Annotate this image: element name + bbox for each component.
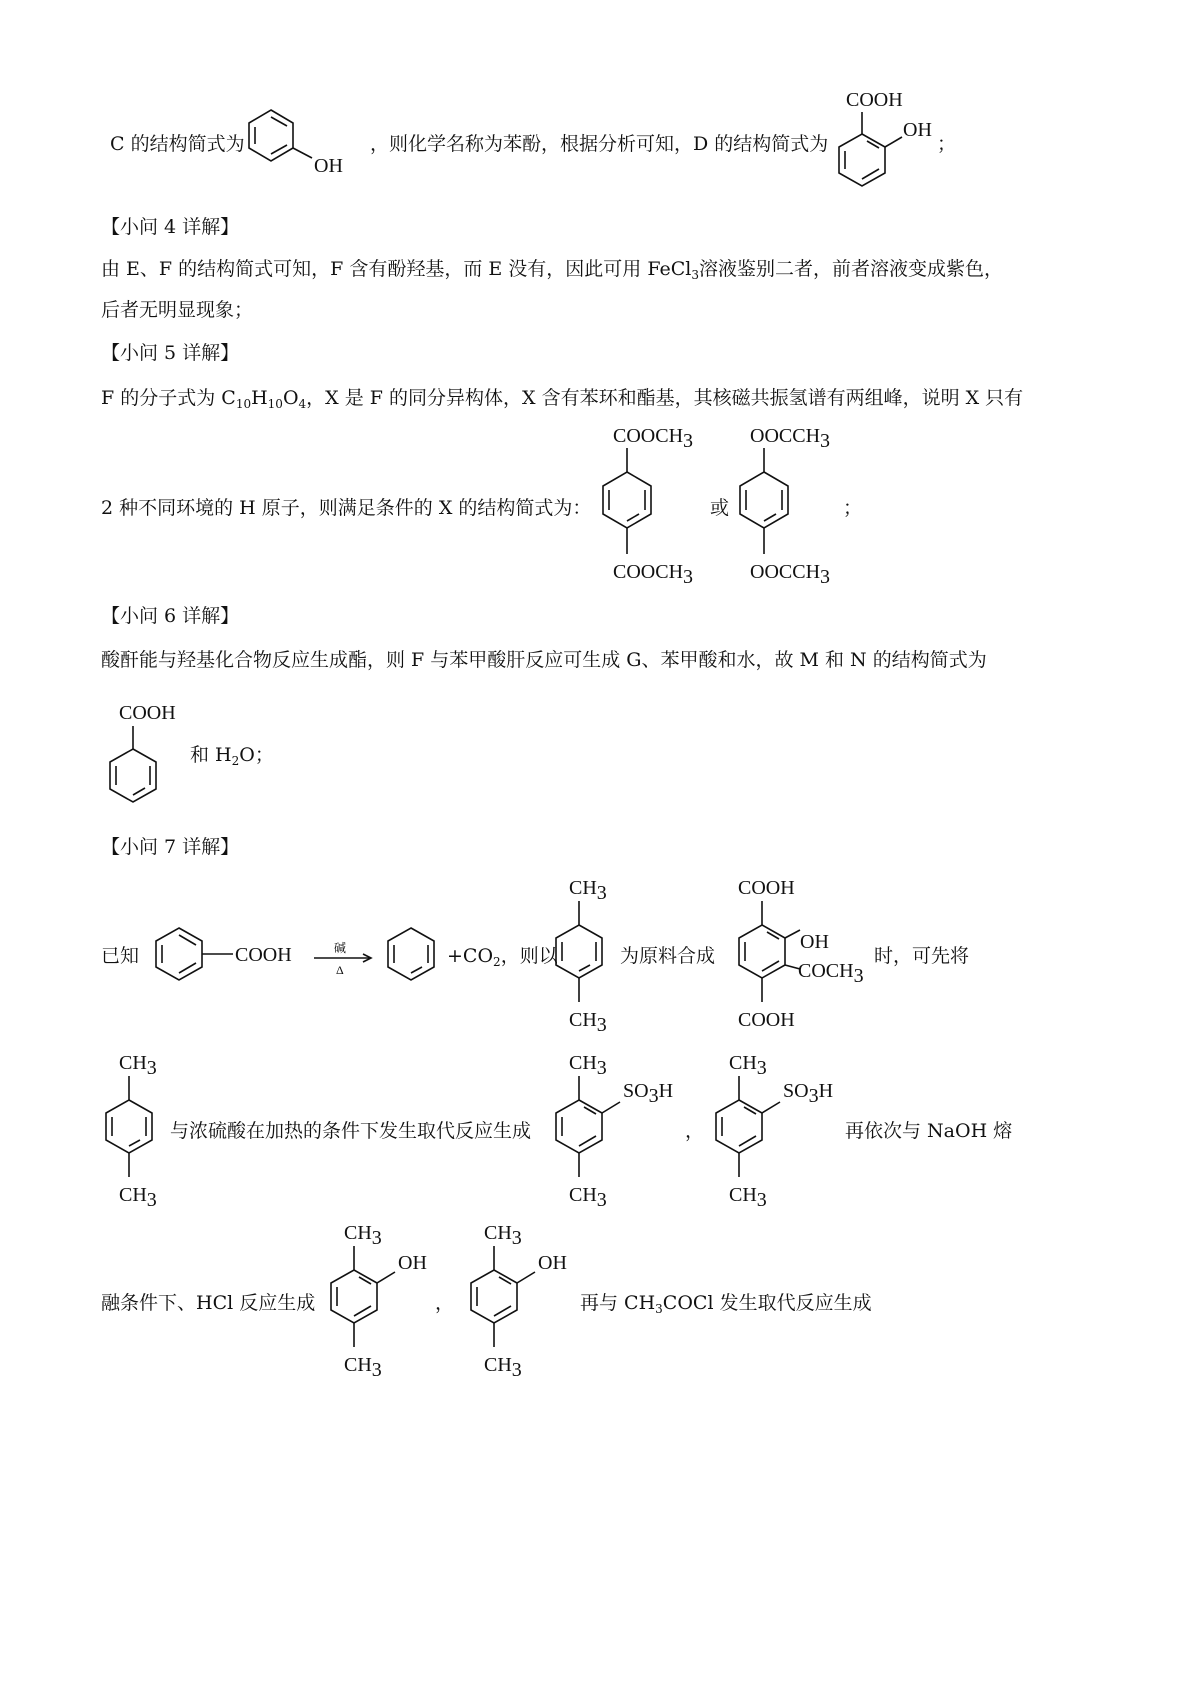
- co2-text: $+CO_2$，则以: [447, 945, 558, 969]
- xylenesulfonic-acid-structure-2: [705, 1045, 865, 1215]
- svg-text:CH3: CH3: [344, 1222, 382, 1249]
- reaction-arrow: [310, 938, 380, 978]
- target-oh-label: OH: [800, 931, 829, 953]
- benzene-structure: [385, 920, 445, 990]
- p-xylene-structure-2: [95, 1045, 175, 1215]
- q5-heading: 【小问 5 详解】: [101, 342, 240, 364]
- target-cooh-bottom: COOH: [738, 1009, 795, 1031]
- then-text: 时，可先将: [874, 945, 970, 967]
- q5-end: ；: [843, 497, 863, 519]
- target-coch3-label: COCH3: [798, 960, 864, 987]
- q7-heading: 【小问 7 详解】: [101, 836, 240, 858]
- xylene-bottom-ch3: CH3: [569, 1009, 607, 1036]
- phenol-structure: [240, 100, 360, 190]
- svg-text:CH3: CH3: [569, 1184, 607, 1211]
- step2-text: 再依次与 NaOH 熔: [845, 1120, 1013, 1142]
- q6-heading: 【小问 6 详解】: [101, 605, 240, 627]
- xylene2-top-ch3: CH3: [119, 1052, 157, 1079]
- target-cooh-top: COOH: [738, 877, 795, 899]
- so3h-label-1: SO3H: [623, 1080, 674, 1107]
- q5-line1: F 的分子式为 $C_{10}H_{10}O_4$，X 是 F 的同分异构体，X 含有苯环和酯基，其核磁共振氢谱有两组峰，说明 X 只有: [101, 387, 1024, 411]
- svg-text:CH3: CH3: [484, 1354, 522, 1381]
- q6-line1: 酸酐能与羟基化合物反应生成酯，则 F 与苯甲酸肝反应可生成 G、苯甲酸和水，故 M 和 N 的结构简式为: [101, 649, 987, 671]
- svg-text:CH3: CH3: [729, 1184, 767, 1211]
- step1-text: 与浓硫酸在加热的条件下发生取代反应生成: [170, 1120, 532, 1142]
- step3-suffix: 再与 $CH_3COCl$ 发生取代反应生成: [580, 1292, 872, 1316]
- xylenol-structure-2: [460, 1215, 600, 1385]
- row1-end: ；: [937, 133, 957, 155]
- ester2-top-label: OOCCH3: [750, 425, 831, 452]
- comma-1: ，: [685, 1120, 705, 1142]
- comma-2: ，: [435, 1292, 455, 1314]
- svg-text:CH3: CH3: [569, 1052, 607, 1079]
- p-xylene-structure: [545, 870, 625, 1040]
- xylenol-oh-1: OH: [398, 1252, 427, 1274]
- ester1-top-label: COOCH3: [613, 425, 694, 452]
- svg-text:CH3: CH3: [484, 1222, 522, 1249]
- so3h-label-2: SO3H: [783, 1080, 834, 1107]
- target-product-structure: [720, 870, 880, 1040]
- phenol-oh-label: OH: [314, 155, 343, 177]
- xylenol-oh-2: OH: [538, 1252, 567, 1274]
- ester2-bottom-label: OOCCH3: [750, 561, 831, 588]
- water-text: 和 $H_2O$；: [190, 744, 274, 768]
- q4-line1: 由 E、F 的结构简式可知，F 含有酚羟基，而 E 没有，因此可用 FeCl$_3$溶液鉴别二者，前者溶液变成紫色，: [101, 258, 1004, 282]
- q5-line2: 2 种不同环境的 H 原子，则满足条件的 X 的结构简式为：: [101, 497, 592, 519]
- step3-prefix: 融条件下、HCl 反应生成: [101, 1292, 316, 1314]
- arrow-bottom-label: Δ: [336, 963, 344, 977]
- q4-heading: 【小问 4 详解】: [101, 216, 240, 238]
- xylenesulfonic-acid-structure-1: [545, 1045, 705, 1215]
- svg-text:CH3: CH3: [729, 1052, 767, 1079]
- benzoic-cooh-label: COOH: [119, 702, 176, 724]
- arrow-top-label: 碱: [334, 941, 347, 955]
- xylene2-bottom-ch3: CH3: [119, 1184, 157, 1211]
- or-text: 或: [710, 497, 730, 519]
- c-structure-text: C 的结构简式为: [110, 133, 245, 155]
- xylene-top-ch3: CH3: [569, 877, 607, 904]
- d-cooh-label: COOH: [846, 89, 903, 111]
- known-cooh-label: COOH: [235, 944, 292, 966]
- q4-line2: 后者无明显现象；: [101, 299, 254, 321]
- raw-material-text: 为原料合成: [620, 945, 716, 967]
- svg-text:CH3: CH3: [344, 1354, 382, 1381]
- known-text: 已知: [101, 945, 140, 967]
- ester1-bottom-label: COOCH3: [613, 561, 694, 588]
- d-oh-label: OH: [903, 119, 932, 141]
- phenol-name-text: ，则化学名称为苯酚，根据分析可知，D 的结构简式为: [370, 133, 829, 155]
- benzoic-acid-horizontal-structure: [145, 920, 315, 990]
